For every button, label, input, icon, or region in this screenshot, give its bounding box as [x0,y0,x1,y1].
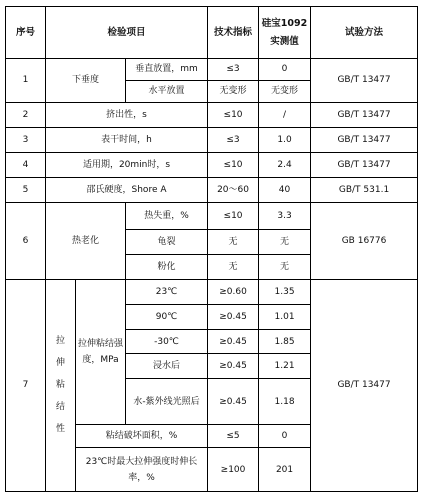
test-method: GB/T 13477 [311,102,418,127]
item-name-char: 伸 [55,358,65,369]
table-row [6,59,418,81]
table-row [6,152,418,177]
sub-item-label: 粘结破坏面积，% [76,425,208,448]
test-method: GB/T 13477 [311,152,418,177]
table-row [6,177,418,202]
item-name: 下垂度 [46,59,126,103]
sub-item-label: 水-紫外线光照后 [126,379,208,425]
spec-value: 无变形 [208,80,259,102]
item-name: 邵氏硬度，Shore A [46,177,208,202]
sub-item-label: -30℃ [126,329,208,354]
measured-value: 1.0 [259,127,311,152]
spec-value: ≤10 [208,202,259,229]
item-name: 热老化 [46,202,126,279]
measured-value: 1.35 [259,279,311,304]
sub-item-label: 23℃ [126,279,208,304]
item-name: 挤出性，s [46,102,208,127]
spec-value: 20～60 [208,177,259,202]
sub-item-label: 90℃ [126,304,208,329]
measured-value: 1.85 [259,329,311,354]
row-no: 4 [6,152,46,177]
item-name-char: 拉 [55,336,65,347]
spec-value: ≤3 [208,59,259,81]
spec-value: 无 [208,229,259,254]
test-method: GB/T 531.1 [311,177,418,202]
row-no: 6 [6,202,46,279]
measured-value: 1.21 [259,354,311,379]
row-no: 3 [6,127,46,152]
spec-value: ≤5 [208,425,259,448]
header-measured-line1: 硅宝1092 [261,17,308,29]
measured-value: 1.18 [259,379,311,425]
spec-value: ≥0.45 [208,354,259,379]
header-no: 序号 [6,7,46,59]
spec-value: ≥100 [208,448,259,492]
table-row [6,102,418,127]
table-row [6,279,418,304]
sub-item-label: 水平放置 [126,80,208,102]
spec-value: ≥0.45 [208,329,259,354]
item-name-char: 性 [55,424,65,435]
header-row [6,7,418,59]
test-method: GB 16776 [311,202,418,279]
header-measured-line2: 实测值 [270,35,299,47]
item-name: 适用期，20min时，s [46,152,208,177]
measured-value: 2.4 [259,152,311,177]
item-name-char: 结 [55,402,65,413]
item-name-char: 粘 [55,380,65,391]
sub-item-label: 粉化 [126,254,208,279]
spec-table [5,6,418,492]
table-row [6,127,418,152]
item-name: 表干时间，h [46,127,208,152]
test-method: GB/T 13477 [311,279,418,491]
measured-value: 0 [259,425,311,448]
measured-value: / [259,102,311,127]
measured-value: 无变形 [259,80,311,102]
spec-value: ≥0.45 [208,379,259,425]
test-method: GB/T 13477 [311,127,418,152]
measured-value: 3.3 [259,202,311,229]
sub-item-label: 热失重，% [126,202,208,229]
row-no: 7 [6,279,46,491]
header-measured [259,7,311,59]
measured-value: 0 [259,59,311,81]
sub-item-label: 浸水后 [126,354,208,379]
header-item: 检验项目 [46,7,208,59]
table-row [6,202,418,229]
spec-value: ≥0.60 [208,279,259,304]
sub-item-label: 龟裂 [126,229,208,254]
measured-value: 201 [259,448,311,492]
spec-value: ≤10 [208,152,259,177]
test-method: GB/T 13477 [311,59,418,103]
spec-value: ≤3 [208,127,259,152]
item-name-vertical [46,279,76,491]
spec-value: ≤10 [208,102,259,127]
spec-value: 无 [208,254,259,279]
header-spec: 技术指标 [208,7,259,59]
row-no: 2 [6,102,46,127]
row-no: 1 [6,59,46,103]
sub-item-label: 23℃时最大拉伸强度时伸长率，% [76,448,208,492]
measured-value: 无 [259,254,311,279]
measured-value: 40 [259,177,311,202]
measured-value: 无 [259,229,311,254]
measured-value: 1.01 [259,304,311,329]
sub-item-label: 垂直放置，mm [126,59,208,81]
group-label: 拉伸粘结强度，MPa [76,279,126,425]
spec-value: ≥0.45 [208,304,259,329]
header-method: 试验方法 [311,7,418,59]
row-no: 5 [6,177,46,202]
